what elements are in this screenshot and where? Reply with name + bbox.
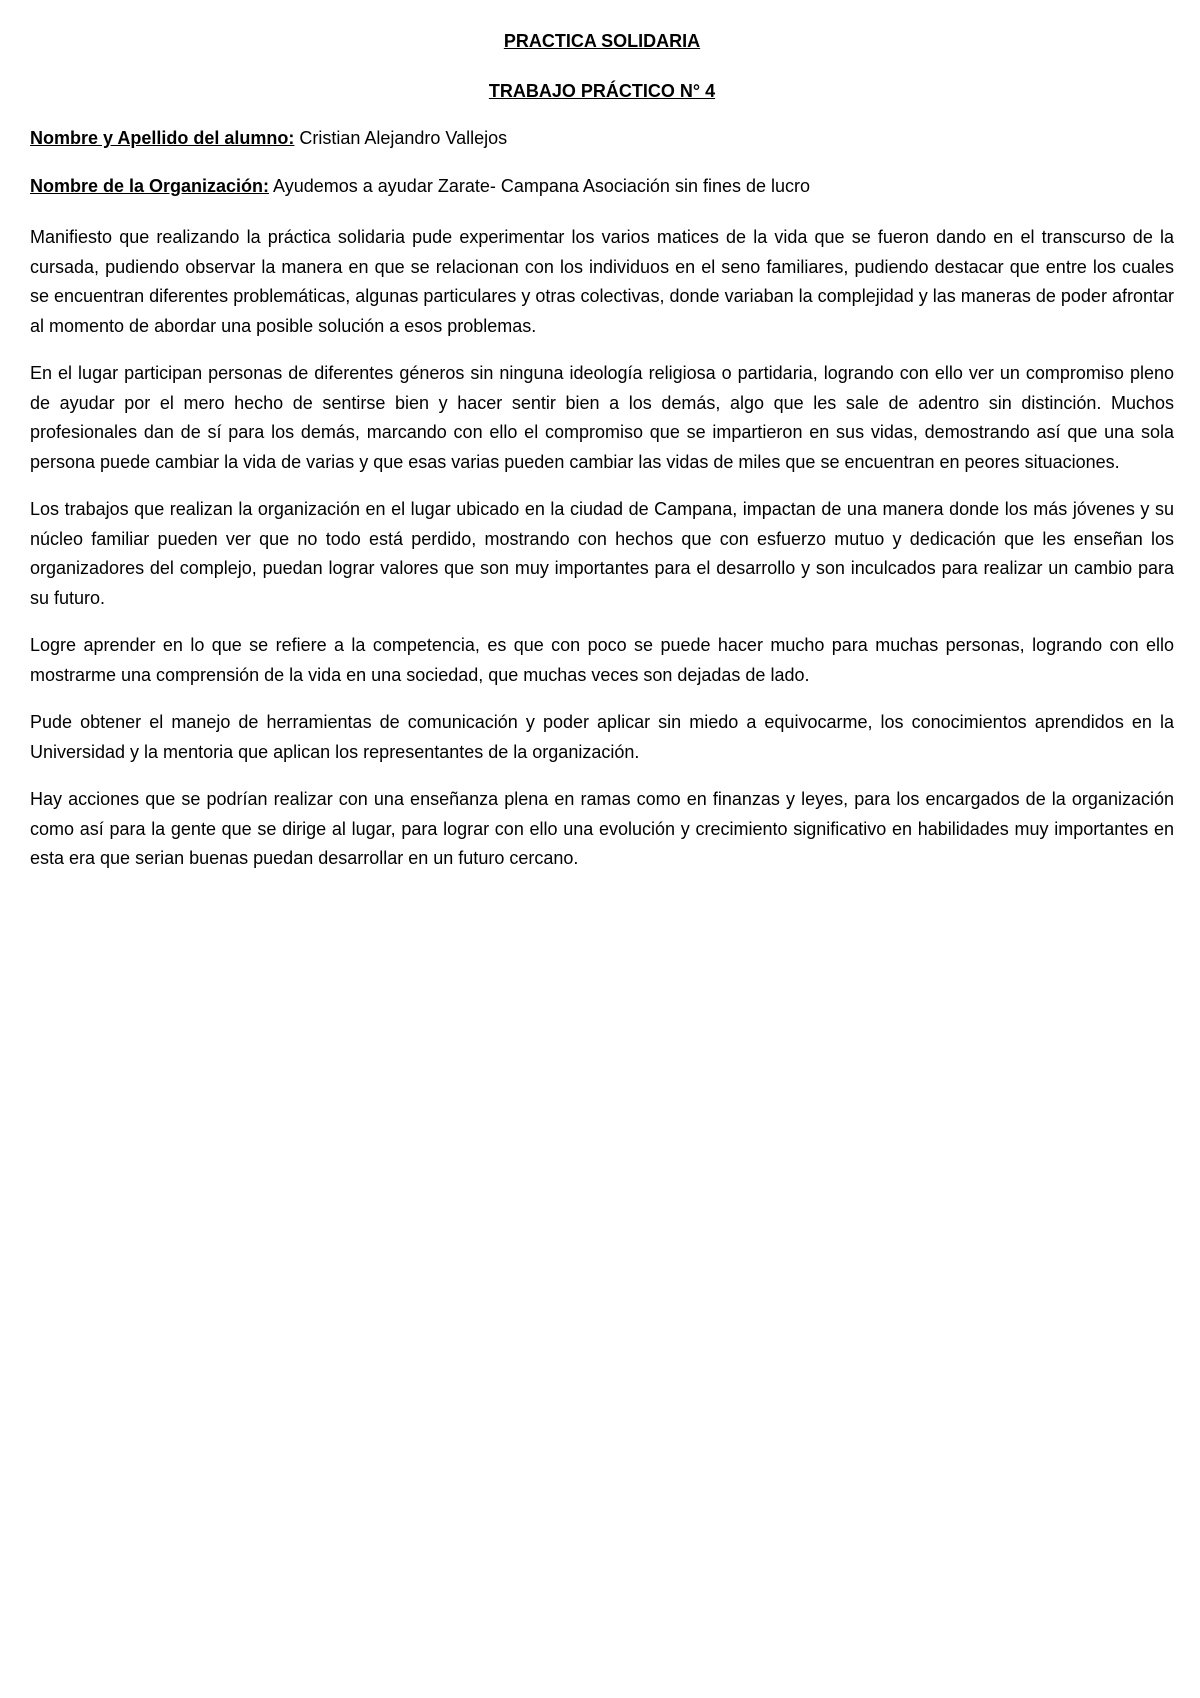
body-paragraph-6: Hay acciones que se podrían realizar con una enseñanza plena en ramas como en finanzas y leyes, para los encargados de la organización como así para la gente que se dirige al lugar, para lograr con ello una evolución y crecimiento significativo en habilidades muy importantes en esta era que serian buenas puedan desarrollar en un futuro cercano.	[30, 789, 1174, 868]
organization-name-field	[30, 175, 1174, 197]
student-name-value: Cristian Alejandro Vallejos	[294, 128, 508, 148]
student-name-label: Nombre y Apellido del alumno:	[30, 128, 295, 148]
organization-name-value: Ayudemos a ayudar Zarate- Campana Asociación sin fines de lucro	[269, 176, 811, 196]
body-paragraph-4: Logre aprender en lo que se refiere a la competencia, es que con poco se puede hacer mucho para muchas personas, logrando con ello mostrarme una comprensión de la vida en una sociedad, que muchas veces son dejadas de lado.	[30, 635, 1174, 685]
body-paragraph-3: Los trabajos que realizan la organización en el lugar ubicado en la ciudad de Campana, impactan de una manera donde los más jóvenes y su núcleo familiar pueden ver que no todo está perdido, mostrando con hechos que con esfuerzo mutuo y dedicación que les enseñan los organizadores del complejo, puedan lograr valores que son muy importantes para el desarrollo y son inculcados para realizar un cambio para su futuro.	[30, 499, 1174, 608]
body-paragraph-5: Pude obtener el manejo de herramientas de comunicación y poder aplicar sin miedo a equivocarme, los conocimientos aprendidos en la Universidad y la mentoria que aplican los representantes de la organización.	[30, 712, 1174, 762]
student-name-field	[30, 127, 1174, 149]
organization-name-label: Nombre de la Organización:	[30, 176, 270, 196]
document-title: PRACTICA SOLIDARIA	[503, 31, 701, 51]
body-paragraph-2: En el lugar participan personas de diferentes géneros sin ninguna ideología religiosa o partidaria, logrando con ello ver un compromiso pleno de ayudar por el mero hecho de sentirse bien y hacer sentir bien a los demás, algo que les sale de adentro sin distinción. Muchos profesionales dan de sí para los demás, marcando con ello el compromiso que se impartieron en sus vidas, demostrando así que una sola persona puede cambiar la vida de varias y que esas varias pueden cambiar las vidas de miles que se encuentran en peores situaciones.	[30, 363, 1174, 472]
body-paragraph-1: Manifiesto que realizando la práctica solidaria pude experimentar los varios matices de la vida que se fueron dando en el transcurso de la cursada, pudiendo observar la manera en que se relacionan con los individuos en el seno familiares, pudiendo destacar que entre los cuales se encuentran diferentes problemáticas, algunas particulares y otras colectivas, donde variaban la complejidad y las maneras de poder afrontar al momento de abordar una posible solución a esos problemas.	[30, 227, 1174, 336]
document-subtitle: TRABAJO PRÁCTICO N° 4	[488, 81, 716, 101]
